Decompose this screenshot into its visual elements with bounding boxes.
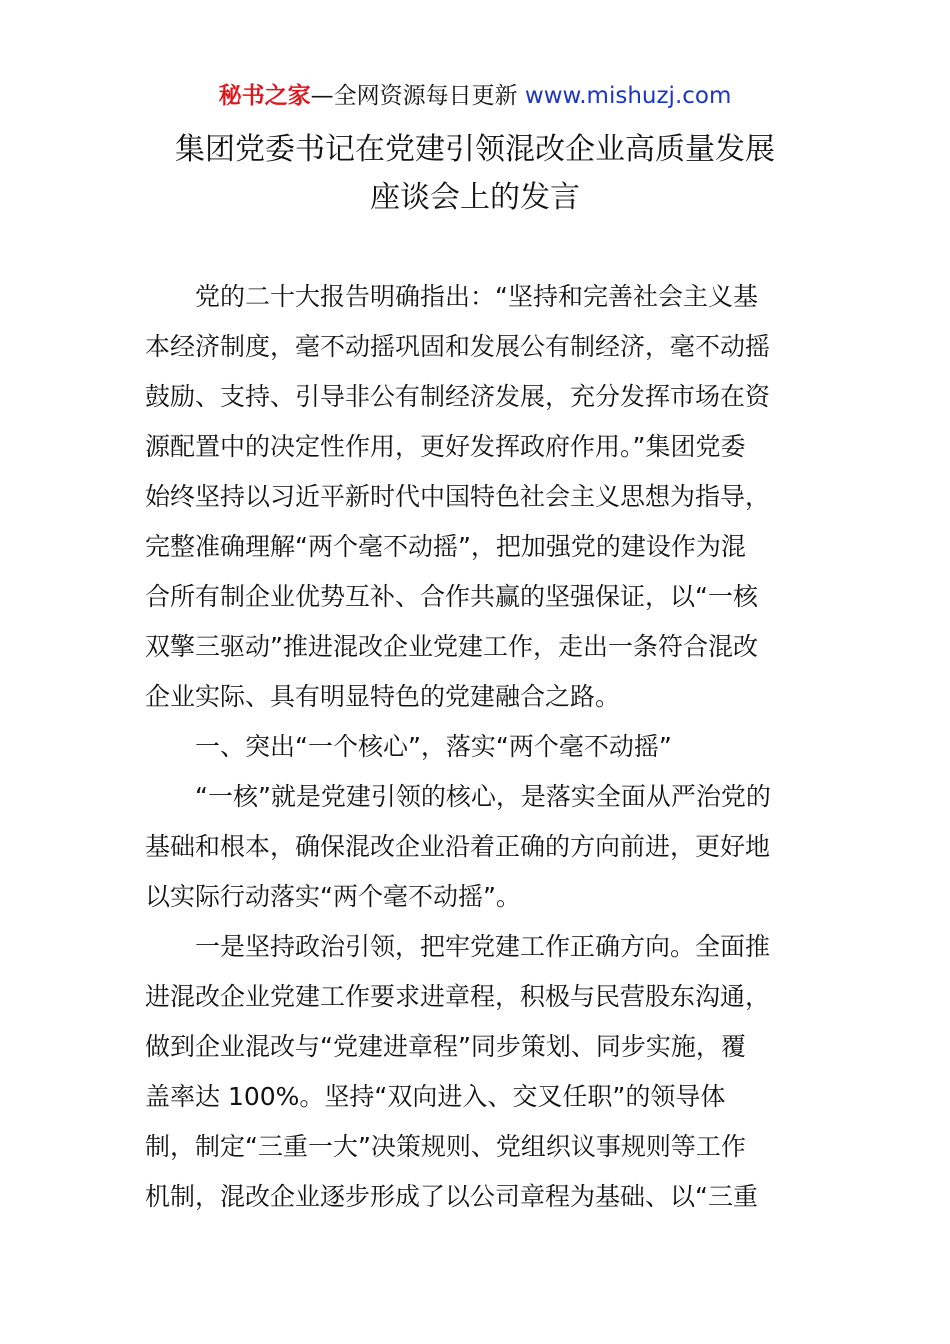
body-line: 源配置中的决定性作用，更好发挥政府作用。”集团党委 bbox=[145, 432, 746, 461]
body-line: 机制，混改企业逐步形成了以公司章程为基础、以“三重 bbox=[145, 1182, 758, 1211]
body-line: 盖率达 100%。坚持“双向进入、交叉任职”的领导体 bbox=[145, 1082, 726, 1111]
title-line-2: 座谈会上的发言 bbox=[370, 180, 580, 215]
body-line: 做到企业混改与“党建进章程”同步策划、同步实施，覆 bbox=[145, 1032, 746, 1061]
title-line-1: 集团党委书记在党建引领混改企业高质量发展 bbox=[175, 132, 775, 167]
site-tagline: —全网资源每日更新 bbox=[310, 83, 518, 109]
body-line: 本经济制度，毫不动摇巩固和发展公有制经济，毫不动摇 bbox=[145, 332, 771, 361]
body-line: 基础和根本，确保混改企业沿着正确的方向前进，更好地 bbox=[145, 832, 771, 861]
section-heading: 一、突出“一个核心”，落实“两个毫不动摇” bbox=[195, 732, 672, 761]
document-title bbox=[100, 126, 850, 222]
body-line: 双擎三驱动”推进混改企业党建工作，走出一条符合混改 bbox=[145, 632, 758, 661]
site-name: 秘书之家 bbox=[218, 83, 311, 109]
body-line: 企业实际、具有明显特色的党建融合之路。 bbox=[145, 682, 621, 711]
body-line: 以实际行动落实“两个毫不动摇”。 bbox=[145, 882, 521, 911]
document-body bbox=[145, 272, 810, 1222]
site-header bbox=[0, 80, 950, 112]
body-line: 党的二十大报告明确指出：“坚持和完善社会主义基 bbox=[195, 282, 758, 311]
body-line: 制，制定“三重一大”决策规则、党组织议事规则等工作 bbox=[145, 1132, 746, 1161]
site-url-link[interactable]: www.mishuzj.com bbox=[524, 83, 732, 109]
body-line: 进混改企业党建工作要求进章程，积极与民营股东沟通， bbox=[145, 982, 771, 1011]
body-line: 一是坚持政治引领，把牢党建工作正确方向。全面推 bbox=[195, 932, 771, 961]
body-line: 鼓励、支持、引导非公有制经济发展，充分发挥市场在资 bbox=[145, 382, 771, 411]
body-line: 完整准确理解“两个毫不动摇”，把加强党的建设作为混 bbox=[145, 532, 746, 561]
body-line: “一核”就是党建引领的核心，是落实全面从严治党的 bbox=[195, 782, 771, 811]
body-line: 合所有制企业优势互补、合作共赢的坚强保证，以“一核 bbox=[145, 582, 758, 611]
body-line: 始终坚持以习近平新时代中国特色社会主义思想为指导， bbox=[145, 482, 771, 511]
